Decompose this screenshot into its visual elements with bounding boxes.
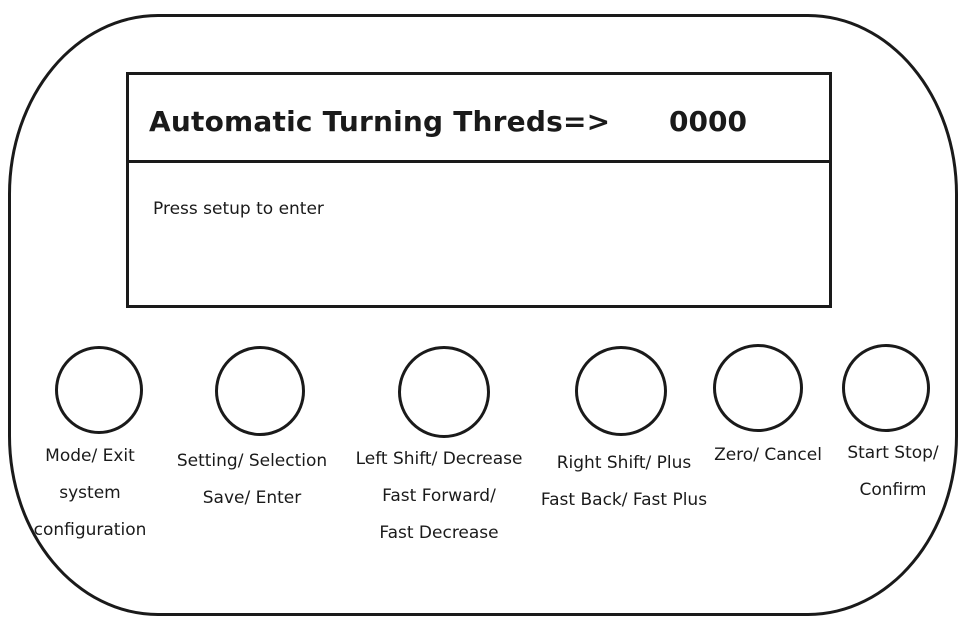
zero-cancel-button[interactable] (713, 344, 803, 432)
right-shift-plus-label-line: Fast Back/ Fast Plus (540, 490, 708, 510)
mode-exit-label-line: configuration (33, 520, 147, 540)
left-shift-decrease-label-line: Fast Decrease (379, 523, 499, 543)
setting-selection-label (165, 443, 339, 517)
mode-exit-label (24, 438, 156, 549)
left-shift-decrease-label (343, 441, 535, 552)
zero-cancel-label (703, 437, 833, 474)
setting-selection-button[interactable] (215, 346, 305, 436)
lcd-top-row (129, 75, 829, 163)
start-stop-confirm-label-line: Confirm (859, 480, 927, 500)
lcd-display (126, 72, 832, 308)
setting-selection-label-line: Setting/ Selection (176, 451, 328, 471)
setting-selection-label-line: Save/ Enter (202, 488, 302, 508)
right-shift-plus-label (528, 445, 720, 519)
mode-exit-button[interactable] (55, 346, 143, 434)
left-shift-decrease-button[interactable] (398, 346, 490, 438)
start-stop-confirm-button[interactable] (842, 344, 930, 432)
right-shift-plus-button[interactable] (575, 346, 667, 436)
mode-exit-label-line: system (59, 483, 121, 503)
start-stop-confirm-label-line: Start Stop/ (847, 443, 939, 463)
lcd-message: Press setup to enter (153, 199, 324, 219)
lcd-value: 0000 (669, 105, 747, 138)
left-shift-decrease-label-line: Fast Forward/ (382, 486, 496, 506)
right-shift-plus-label-line: Right Shift/ Plus (556, 453, 692, 473)
zero-cancel-label-line: Zero/ Cancel (714, 445, 822, 465)
lcd-title: Automatic Turning Threds=> (149, 105, 611, 138)
mode-exit-label-line: Mode/ Exit (45, 446, 135, 466)
left-shift-decrease-label-line: Left Shift/ Decrease (355, 449, 523, 469)
start-stop-confirm-label (833, 435, 953, 509)
